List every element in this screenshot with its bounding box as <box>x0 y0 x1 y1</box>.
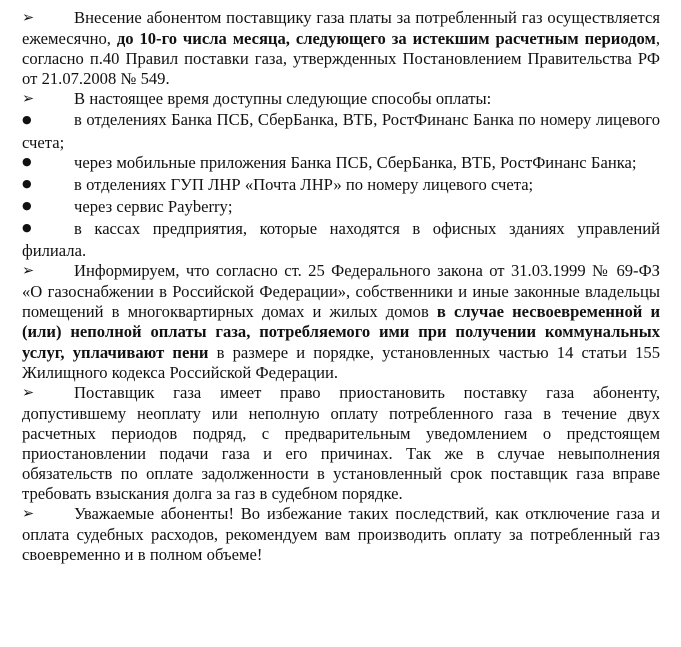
text-run: Поставщик газа имеет право приостановить поставку газа абоненту, допустившему неоплату или неполную оплату потребленного газа в течение двух расчетных периодов подряд, с предварительным уведомлением о предстоящем приостановлении подачи газа и его причинах. Так же в случае невыполнения обязательств по оплате задолженности в установленный срок поставщик газа вправе требовать взыскания долга за газ в судебном порядке. <box>22 382 660 504</box>
paragraph-p8: ➢ Информируем, что согласно ст. 25 Федерального закона от 31.03.1999 № 69-ФЗ «О газоснабжении в Российской Федерации», собственники и иные законные владельцы помещений в многоквартирных домах и жилых домов в случае несвоевременной и (или) неполной оплаты газа, потребляемого ими при получении коммунальных услуг, уплачивают пени в размере и порядке, установленных частью 14 статьи 155 Жилищного кодекса Российской Федерации. <box>22 261 661 382</box>
text-run: до 10-го числа месяца, следующего за истекшим расчетным периодом <box>116 29 656 49</box>
text-run: в размере и порядке, установленных частью 14 статьи 155 Жилищного кодекса Российской Федерации. <box>22 342 661 382</box>
document-body <box>22 8 660 566</box>
text-run: , согласно п.40 Правил поставки газа, утвержденных Постановлением Правительства РФ от 21.07.2008 № 549. <box>22 29 660 89</box>
text-run: В настоящее время доступны следующие способы оплаты: <box>74 89 492 109</box>
text-run: в отделениях Банка ПСБ, СберБанка, ВТБ, РостФинанс Банка по номеру лицевого счета; <box>22 110 660 152</box>
paragraph-p5: ● в отделениях ГУП ЛНР «Почта ЛНР» по номеру лицевого счета; <box>22 174 534 194</box>
text-run: через сервис Payberry; <box>74 196 233 216</box>
paragraph-p10: ➢ Уважаемые абоненты! Во избежание таких последствий, как отключение газа и оплата судебных расходов, рекомендуем вам производить оплату за потребленный газ своевременно и в полном объеме! <box>22 504 660 565</box>
text-run: через мобильные приложения Банка ПСБ, СберБанка, ВТБ, РостФинанс Банка; <box>74 152 637 172</box>
text-run: Внесение абонентом поставщику газа платы за потребленный газ осуществляется ежемесячно, <box>22 8 660 49</box>
text-run: Уважаемые абоненты! Во избежание таких последствий, как отключение газа и оплата судебных расходов, рекомендуем вам производить оплату за потребленный газ своевременно и в полном объеме! <box>22 504 660 565</box>
paragraph-p3: ● в отделениях Банка ПСБ, СберБанка, ВТБ, РостФинанс Банка по номеру лицевого счета; <box>22 110 660 152</box>
paragraph-p6: ● через сервис Payberry; <box>22 196 233 216</box>
paragraph-p9: ➢ Поставщик газа имеет право приостановить поставку газа абоненту, допустившему неоплату или неполную оплату потребленного газа в течение двух расчетных периодов подряд, с предварительным уведомлением о предстоящем приостановлении подачи газа и его причинах. Так же в случае невыполнения обязательств по оплате задолженности в установленный срок поставщик газа вправе требовать взыскания долга за газ в судебном порядке. <box>22 382 660 504</box>
text-run: в случае несвоевременной и (или) неполной оплаты газа, потребляемого ими при получении коммунальных услуг, уплачивают пени <box>22 302 661 362</box>
text-run: Информируем, что согласно ст. 25 Федерального закона от 31.03.1999 № 69-ФЗ «О газоснабжении в Российской Федерации», собственники и иные законные владельцы помещений в многоквартирных домах и жилых домов <box>22 261 660 322</box>
paragraph-p4: ● через мобильные приложения Банка ПСБ, СберБанка, ВТБ, РостФинанс Банка; <box>22 152 637 172</box>
text-run: в отделениях ГУП ЛНР «Почта ЛНР» по номеру лицевого счета; <box>74 174 534 194</box>
paragraph-p2: ➢ В настоящее время доступны следующие способы оплаты: <box>22 89 492 109</box>
paragraph-p1: ➢ Внесение абонентом поставщику газа платы за потребленный газ осуществляется ежемесячно, до 10-го числа месяца, следующего за истекшим расчетным периодом, согласно п.40 Правил поставки газа, утвержденных Постановлением Правительства РФ от 21.07.2008 № 549. <box>22 8 660 89</box>
paragraph-p7: ● в кассах предприятия, которые находятся в офисных зданиях управлений филиала. <box>22 218 660 261</box>
text-run: в кассах предприятия, которые находятся в офисных зданиях управлений филиала. <box>22 218 660 261</box>
